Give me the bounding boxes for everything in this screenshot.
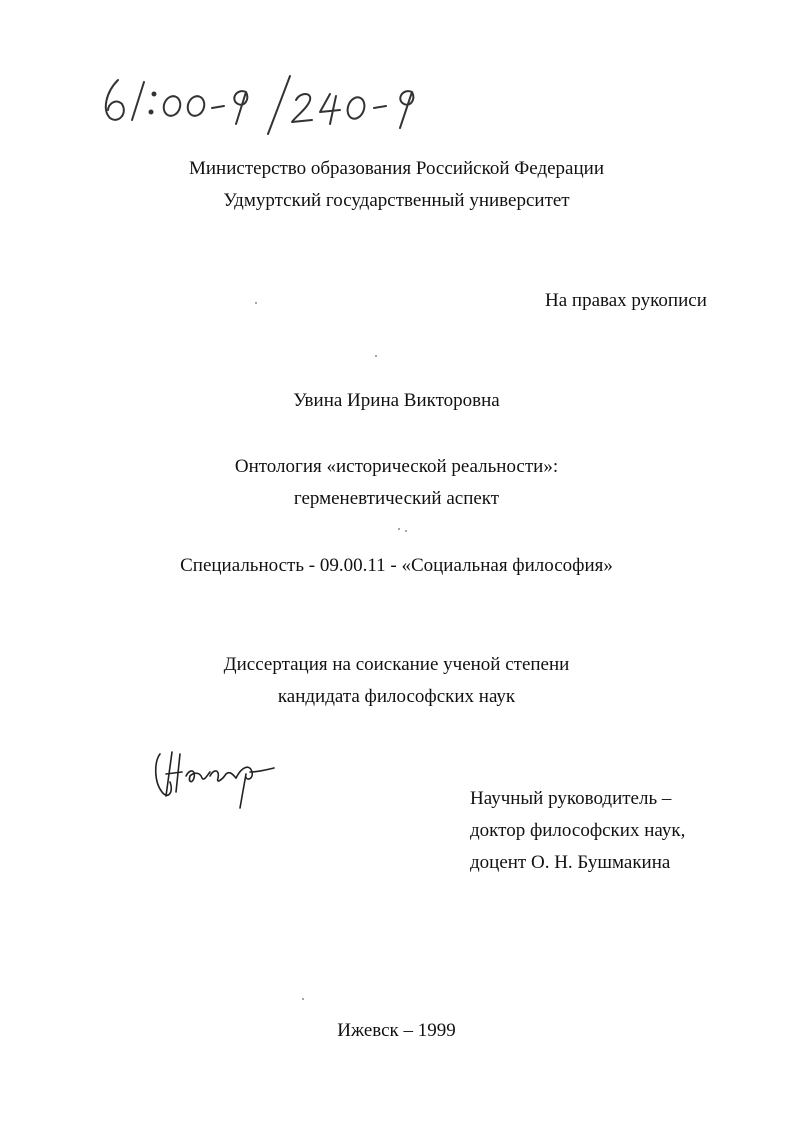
university-heading: Удмуртский государственный университет [223, 190, 570, 211]
dissertation-title-line2: герменевтический аспект [293, 488, 500, 509]
dissertation-title-line1: Онтология «исторической реальности»: [234, 456, 559, 477]
handwritten-archive-code [100, 62, 450, 142]
scan-speck [405, 530, 407, 532]
signature-icon [150, 742, 280, 812]
manuscript-note: На правах рукописи [545, 290, 707, 311]
supervisor-name: доцент О. Н. Бушмакина [470, 852, 671, 873]
degree-line1: Диссертация на соискание ученой степени [223, 654, 570, 675]
ministry-heading: Министерство образования Российской Федерации [189, 158, 604, 179]
scan-speck [375, 355, 377, 357]
author-name: Увина Ирина Викторовна [293, 390, 500, 411]
supervisor-role: Научный руководитель – [470, 788, 672, 809]
scan-speck [302, 998, 304, 1000]
specialty: Специальность - 09.00.11 - «Социальная философия» [180, 555, 613, 576]
scan-speck [398, 528, 400, 530]
supervisor-degree: доктор философских наук, [470, 820, 686, 841]
degree-line2: кандидата философских наук [277, 686, 516, 707]
place-year: Ижевск – 1999 [337, 1020, 456, 1041]
scan-speck [255, 302, 257, 304]
